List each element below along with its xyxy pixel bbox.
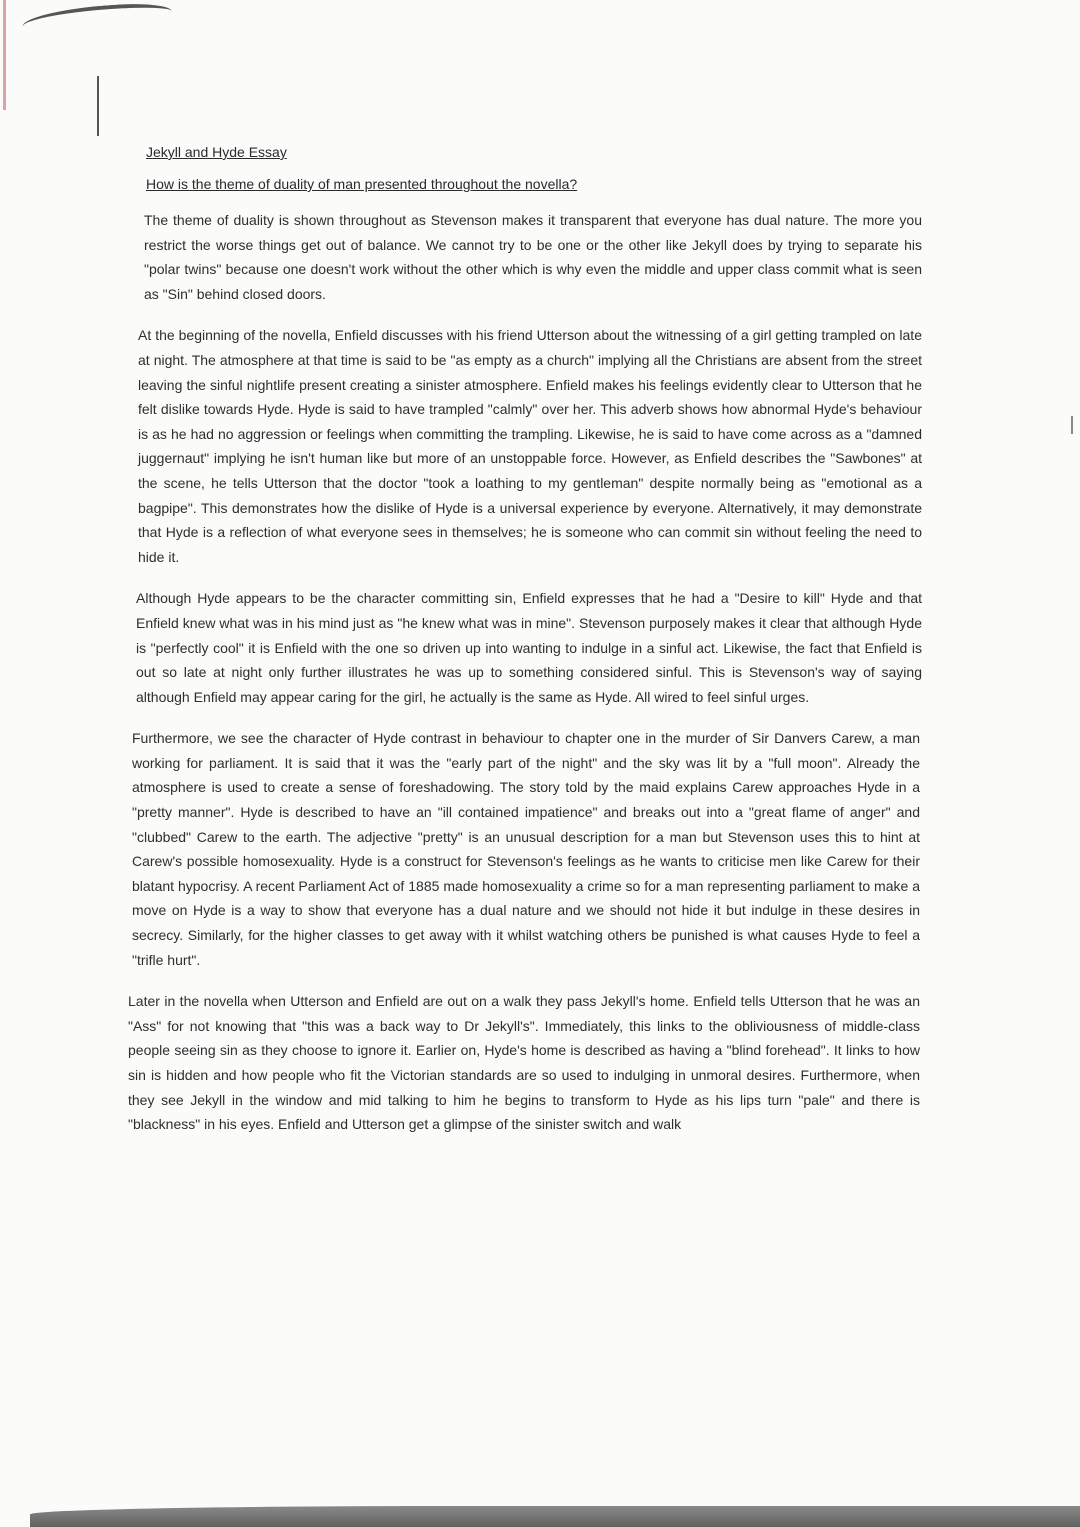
scan-corner-shadow [21,1,172,37]
paragraph-5: Later in the novella when Utterson and Enfield are out on a walk they pass Jekyll's home. Enfield tells Utterson that he was an "Ass" for not knowing that "this was a back way to Dr Jekyll's". Immediately, this links to the obliviousness of middle-class people seeing sin as they choose to ignore it. Earlier on, Hyde's home is described as having a "blind forehead". It links to how sin is hidden and how people who fit the Victorian standards are so used to indulging in unmoral desires. Furthermore, when they see Jekyll in the window and mid talking to him he begins to transform to Hyde as his lips turn "pale" and there is "blackness" in his eyes. Enfield and Utterson get a glimpse of the sinister switch and walk [128,993,920,1133]
essay-content [128,144,922,1154]
paragraph-3: Although Hyde appears to be the character committing sin, Enfield expresses that he had a "Desire to kill" Hyde and that Enfield knew what was in his mind just as "he knew what was in mine". Stevenson purposely makes it clear that although Hyde is "perfectly cool" it is Enfield with the one so driven up into wanting to indulge in a sinful act. Likewise, the fact that Enfield is out so late at night only further illustrates he was up to something considered sinful. This is Stevenson's way of saying although Enfield may appear caring for the girl, he actually is the same as Hyde. All wired to feel sinful urges. [136,590,922,705]
paragraph-2: At the beginning of the novella, Enfield discusses with his friend Utterson about the witnessing of a girl getting trampled on late at night. The atmosphere at that time is said to be "as empty as a church" implying all the Christians are absent from the street leaving the sinful nightlife present creating a sinister atmosphere. Enfield makes his feelings evidently clear to Utterson that he felt dislike towards Hyde. Hyde is said to have trampled "calmly" over her. This adverb shows how abnormal Hyde's behaviour is as he had no aggression or feelings when committing the trampling. Likewise, he is said to have come across as a "damned juggernaut" implying he isn't human like but more of an unstoppable force. However, as Enfield describes the "Sawbones" at the scene, he tells Utterson that the doctor "took a loathing to my gentleman" despite normally being as "emotional as a bagpipe". This demonstrates how the dislike of Hyde is a universal experience by everyone. Alternatively, it may demonstrate that Hyde is a reflection of what everyone sees in themselves; he is someone who can commit sin without feeling the need to hide it. [138,327,922,565]
margin-pen-mark [97,76,99,136]
side-pen-mark [1071,416,1073,434]
essay-question: How is the theme of duality of man presented throughout the novella? [146,176,578,192]
scan-edge-mark [3,0,6,110]
paragraph-1: The theme of duality is shown throughout as Stevenson makes it transparent that everyone has dual nature. The more you restrict the worse things get out of balance. We cannot try to be one or the other like Jekyll does by trying to separate his "polar twins" because one doesn't work without the other which is why even the middle and upper class commit what is seen as "Sin" behind closed doors. [144,212,922,302]
paragraph-4: Furthermore, we see the character of Hyde contrast in behaviour to chapter one in the murder of Sir Danvers Carew, a man working for parliament. It is said that it was the "early part of the night" and the sky was lit by a "full moon". Already the atmosphere is used to create a sense of foreshadowing. The story told by the maid explains Carew approaches Hyde in a "pretty manner". Hyde is described to have an "ill contained impatience" and breaks out into a "great flame of anger" and "clubbed" Carew to the earth. The adjective "pretty" is an unusual description for a man but Stevenson uses this to hint at Carew's possible homosexuality. Hyde is a construct for Stevenson's feelings as he wants to criticise men like Carew for their blatant hypocrisy. A recent Parliament Act of 1885 made homosexuality a crime so for a man representing parliament to make a move on Hyde is a way to show that everyone has a dual nature and we should not hide it but indulge in these desires in secrecy. Similarly, for the higher classes to get away with it whilst watching others be punished is what causes Hyde to feel a "trifle hurt". [132,730,920,968]
scan-bottom-shadow [30,1506,1080,1527]
essay-title: Jekyll and Hyde Essay [146,144,287,160]
